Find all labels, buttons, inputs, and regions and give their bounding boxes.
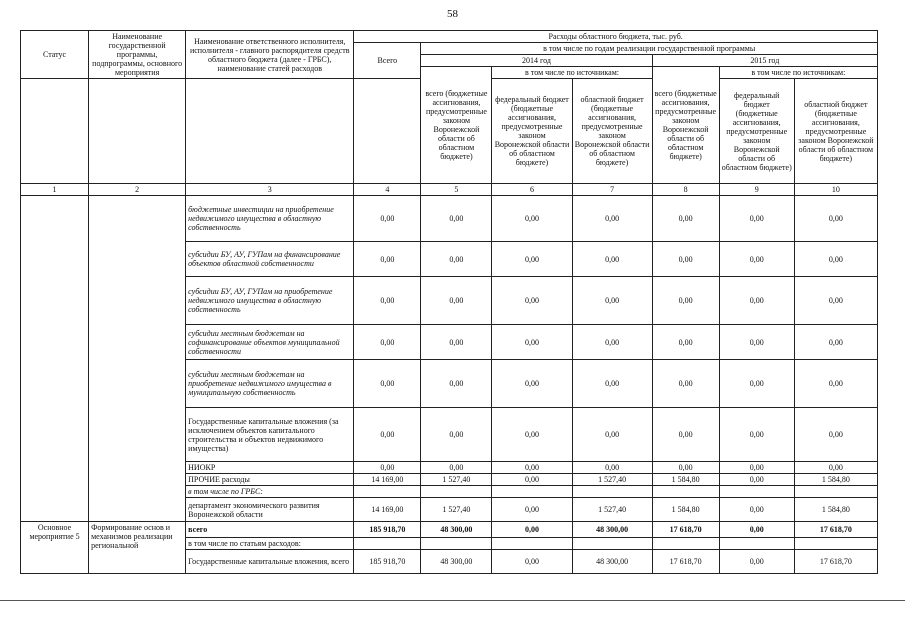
cell-value: 48 300,00 bbox=[572, 550, 652, 574]
cell-value: 1 584,80 bbox=[794, 474, 877, 486]
row-label: субсидии БУ, АУ, ГУПам на финансирование объектов областной собственности bbox=[186, 242, 354, 277]
cell-value: 1 527,40 bbox=[421, 474, 492, 486]
header-filler bbox=[89, 79, 186, 184]
cell-value: 0,00 bbox=[492, 408, 572, 462]
row-label: департамент экономического развития Воронежской области bbox=[186, 498, 354, 522]
header-total: Всего bbox=[354, 43, 421, 79]
budget-table bbox=[20, 30, 878, 574]
cell-empty bbox=[354, 486, 421, 498]
cell-value: 1 527,40 bbox=[421, 498, 492, 522]
cell-value: 0,00 bbox=[421, 462, 492, 474]
cell-value: 0,00 bbox=[492, 242, 572, 277]
cell-value: 0,00 bbox=[794, 325, 877, 360]
cell-value: 0,00 bbox=[652, 360, 719, 408]
cell-value: 0,00 bbox=[652, 325, 719, 360]
cell-value: 17 618,70 bbox=[794, 522, 877, 538]
cell-value: 0,00 bbox=[719, 196, 794, 242]
cell-value: 0,00 bbox=[652, 462, 719, 474]
header-status: Статус bbox=[21, 31, 89, 79]
cell-value: 17 618,70 bbox=[652, 522, 719, 538]
cell-empty bbox=[572, 486, 652, 498]
cell-value: 0,00 bbox=[572, 408, 652, 462]
cell-empty bbox=[421, 538, 492, 550]
cell-empty bbox=[719, 486, 794, 498]
cell-value: 0,00 bbox=[719, 277, 794, 325]
cell-empty bbox=[652, 538, 719, 550]
cell-value: 185 918,70 bbox=[354, 522, 421, 538]
cell-value: 0,00 bbox=[719, 498, 794, 522]
cell-empty bbox=[492, 538, 572, 550]
cell-value: 0,00 bbox=[492, 474, 572, 486]
cell-value: 48 300,00 bbox=[421, 522, 492, 538]
cell-value: 0,00 bbox=[794, 196, 877, 242]
cell-value: 1 584,80 bbox=[652, 474, 719, 486]
cell-value: 0,00 bbox=[719, 550, 794, 574]
cell-value: 0,00 bbox=[492, 325, 572, 360]
header-year-2014: 2014 год bbox=[421, 55, 652, 67]
cell-value: 1 584,80 bbox=[794, 498, 877, 522]
cell-value: 185 918,70 bbox=[354, 550, 421, 574]
cell-value: 0,00 bbox=[354, 325, 421, 360]
cell-empty bbox=[794, 486, 877, 498]
program-cell-empty bbox=[89, 196, 186, 522]
row-label: субсидии местным бюджетам на софинансирование объектов муниципальной собственности bbox=[186, 325, 354, 360]
cell-value: 0,00 bbox=[719, 522, 794, 538]
cell-value: 0,00 bbox=[719, 408, 794, 462]
col-number: 6 bbox=[492, 184, 572, 196]
cell-value: 0,00 bbox=[572, 325, 652, 360]
page-number: 58 bbox=[447, 8, 458, 20]
status-cell-empty bbox=[21, 196, 89, 522]
cell-empty bbox=[572, 538, 652, 550]
row-label: субсидии местным бюджетам на приобретение недвижимого имущества в муниципальную собственность bbox=[186, 360, 354, 408]
header-col-total-2014: всего (бюджетные ассигнования, предусмотренные законом Воронежской области об областном бюджете) bbox=[421, 67, 492, 184]
header-col-federal-2014: федеральный бюджет (бюджетные ассигнования, предусмотренные законом Воронежской области об областном бюджете) bbox=[492, 79, 572, 184]
cell-value: 17 618,70 bbox=[794, 550, 877, 574]
cell-value: 0,00 bbox=[572, 196, 652, 242]
cell-value: 0,00 bbox=[719, 242, 794, 277]
col-number: 10 bbox=[794, 184, 877, 196]
cell-value: 0,00 bbox=[354, 462, 421, 474]
cell-value: 0,00 bbox=[492, 277, 572, 325]
cell-value: 0,00 bbox=[492, 462, 572, 474]
cell-value: 0,00 bbox=[719, 360, 794, 408]
header-filler bbox=[21, 79, 89, 184]
cell-value: 0,00 bbox=[794, 462, 877, 474]
cell-value: 0,00 bbox=[354, 408, 421, 462]
header-by-sources-2015: в том числе по источникам: bbox=[719, 67, 877, 79]
cell-value: 0,00 bbox=[354, 196, 421, 242]
header-col-regional-2015: областной бюджет (бюджетные ассигнования, предусмотренные законом Воронежской области об областном бюджете) bbox=[794, 79, 877, 184]
cell-value: 1 527,40 bbox=[572, 474, 652, 486]
cell-value: 0,00 bbox=[572, 277, 652, 325]
cell-value: 0,00 bbox=[652, 408, 719, 462]
cell-empty bbox=[719, 538, 794, 550]
cell-value: 0,00 bbox=[572, 462, 652, 474]
cell-value: 0,00 bbox=[421, 325, 492, 360]
cell-value: 14 169,00 bbox=[354, 474, 421, 486]
cell-empty bbox=[421, 486, 492, 498]
cell-value: 0,00 bbox=[492, 498, 572, 522]
header-filler bbox=[186, 79, 354, 184]
cell-value: 48 300,00 bbox=[572, 522, 652, 538]
cell-value: 0,00 bbox=[652, 277, 719, 325]
header-year-2015: 2015 год bbox=[652, 55, 877, 67]
measure-status: Основное мероприятие 5 bbox=[21, 522, 89, 574]
col-number: 5 bbox=[421, 184, 492, 196]
cell-value: 0,00 bbox=[492, 550, 572, 574]
cell-value: 0,00 bbox=[421, 408, 492, 462]
row-label: в том числе по статьям расходов: bbox=[186, 538, 354, 550]
header-col-federal-2015: федеральный бюджет (бюджетные ассигнования, предусмотренные законом Воронежской области об областном бюджете) bbox=[719, 79, 794, 184]
cell-value: 0,00 bbox=[652, 196, 719, 242]
col-number: 1 bbox=[21, 184, 89, 196]
cell-empty bbox=[354, 538, 421, 550]
cell-value: 0,00 bbox=[421, 242, 492, 277]
cell-value: 0,00 bbox=[719, 474, 794, 486]
cell-value: 0,00 bbox=[492, 522, 572, 538]
table-row bbox=[21, 196, 878, 242]
column-number-row bbox=[21, 184, 878, 196]
table-row bbox=[21, 522, 878, 538]
cell-value: 0,00 bbox=[652, 242, 719, 277]
header-by-sources-2014: в том числе по источникам: bbox=[492, 67, 652, 79]
header-filler bbox=[354, 79, 421, 184]
header-executor: Наименование ответственного исполнителя, исполнителя - главного распорядителя средств областного бюджета (далее - ГРБС), наименование статей расходов bbox=[186, 31, 354, 79]
col-number: 7 bbox=[572, 184, 652, 196]
measure-name: Формирование основ и механизмов реализации региональной bbox=[89, 522, 186, 574]
col-number: 4 bbox=[354, 184, 421, 196]
col-number: 2 bbox=[89, 184, 186, 196]
cell-value: 0,00 bbox=[794, 277, 877, 325]
header-col-total-2015: всего (бюджетные ассигнования, предусмотренные законом Воронежской области об областном бюджете) bbox=[652, 67, 719, 184]
cell-value: 0,00 bbox=[421, 277, 492, 325]
row-label: НИОКР bbox=[186, 462, 354, 474]
cell-value: 1 527,40 bbox=[572, 498, 652, 522]
cell-value: 0,00 bbox=[572, 360, 652, 408]
cell-value: 0,00 bbox=[354, 277, 421, 325]
cell-value: 0,00 bbox=[354, 360, 421, 408]
cell-value: 0,00 bbox=[794, 408, 877, 462]
header-col-regional-2014: областной бюджет (бюджетные ассигнования, предусмотренные законом Воронежской области об областном бюджете) bbox=[572, 79, 652, 184]
col-number: 9 bbox=[719, 184, 794, 196]
cell-value: 0,00 bbox=[794, 360, 877, 408]
row-label: бюджетные инвестиции на приобретение недвижимого имущества в областную собственность bbox=[186, 196, 354, 242]
cell-value: 0,00 bbox=[719, 462, 794, 474]
cell-empty bbox=[794, 538, 877, 550]
cell-value: 0,00 bbox=[354, 242, 421, 277]
cell-value: 0,00 bbox=[421, 196, 492, 242]
cell-value: 17 618,70 bbox=[652, 550, 719, 574]
row-label: Государственные капитальные вложения (за исключением объектов капитального строительства и объектов недвижимого имущества) bbox=[186, 408, 354, 462]
row-label: всего bbox=[186, 522, 354, 538]
cell-value: 1 584,80 bbox=[652, 498, 719, 522]
row-label: Государственные капитальные вложения, всего bbox=[186, 550, 354, 574]
header-expenses-title: Расходы областного бюджета, тыс. руб. bbox=[354, 31, 878, 43]
page-bottom-rule bbox=[0, 600, 905, 601]
cell-empty bbox=[652, 486, 719, 498]
cell-value: 48 300,00 bbox=[421, 550, 492, 574]
header-program-name: Наименование государственной программы, подпрограммы, основного мероприятия bbox=[89, 31, 186, 79]
row-label: в том числе по ГРБС: bbox=[186, 486, 354, 498]
col-number: 3 bbox=[186, 184, 354, 196]
row-label: субсидии БУ, АУ, ГУПам на приобретение недвижимого имущества в областную собственность bbox=[186, 277, 354, 325]
cell-value: 0,00 bbox=[421, 360, 492, 408]
row-label: ПРОЧИЕ расходы bbox=[186, 474, 354, 486]
cell-value: 0,00 bbox=[572, 242, 652, 277]
cell-value: 0,00 bbox=[794, 242, 877, 277]
cell-value: 0,00 bbox=[492, 196, 572, 242]
cell-value: 0,00 bbox=[492, 360, 572, 408]
col-number: 8 bbox=[652, 184, 719, 196]
cell-value: 0,00 bbox=[719, 325, 794, 360]
cell-value: 14 169,00 bbox=[354, 498, 421, 522]
header-by-years: в том числе по годам реализации государственной программы bbox=[421, 43, 878, 55]
cell-empty bbox=[492, 486, 572, 498]
